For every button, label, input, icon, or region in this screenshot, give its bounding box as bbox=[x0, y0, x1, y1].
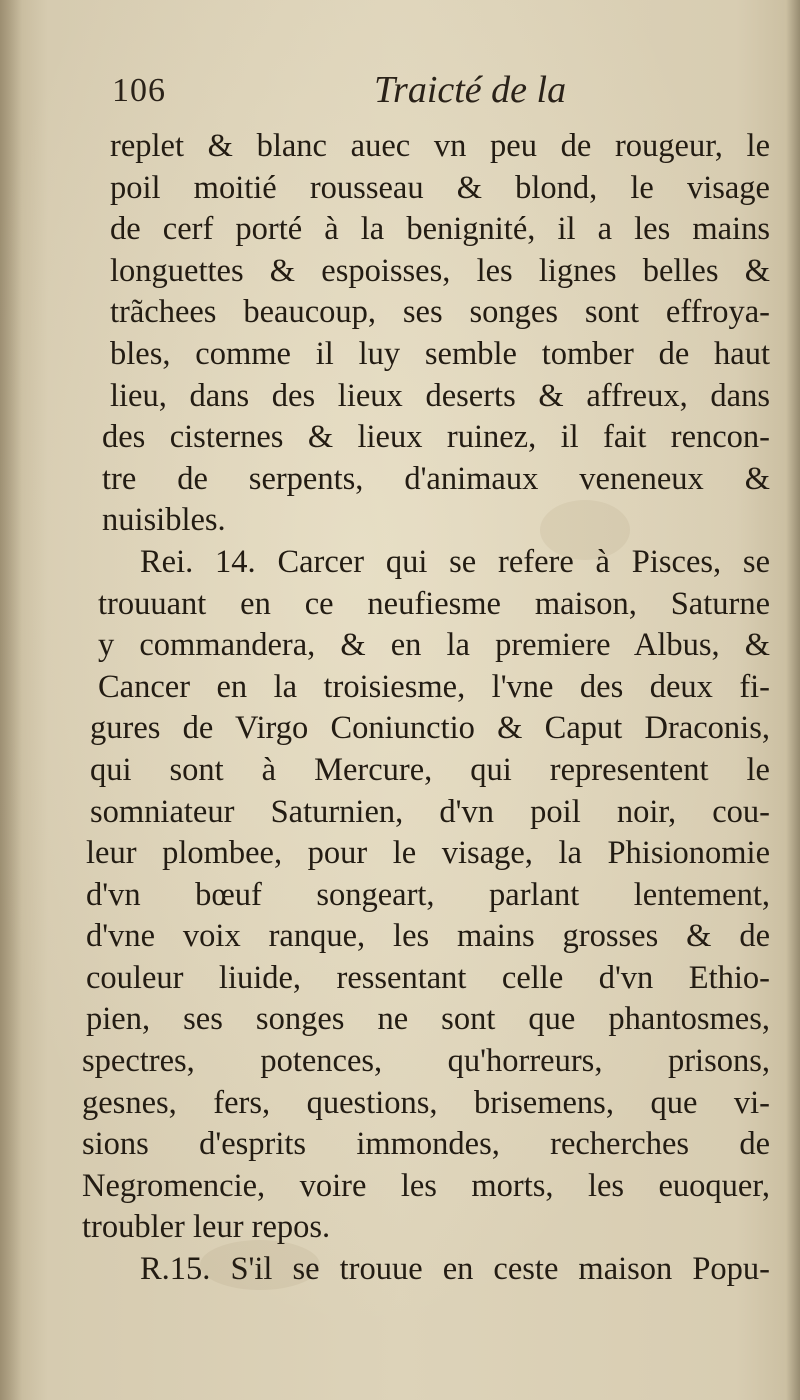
text-line: gures de Virgo Coniunctio & Caput Draconis, bbox=[90, 710, 770, 747]
text-line: troubler leur repos. bbox=[82, 1209, 331, 1246]
text-line: de cerf porté à la benignité, il a les mains bbox=[110, 211, 770, 248]
gutter-shadow bbox=[0, 0, 22, 1400]
text-line: leur plombee, pour le visage, la Phisionomie bbox=[86, 835, 770, 872]
text-line: Cancer en la troisiesme, l'vne des deux fi- bbox=[98, 668, 770, 705]
text-line: d'vne voix ranque, les mains grosses & de bbox=[86, 918, 770, 955]
page-edge-shadow bbox=[786, 0, 800, 1400]
text-line: d'vn bœuf songeart, parlant lentement, bbox=[86, 876, 770, 913]
text-line: couleur liuide, ressentant celle d'vn Ethio- bbox=[86, 959, 770, 996]
text-line: nuisibles. bbox=[102, 502, 226, 539]
body-text bbox=[80, 126, 770, 1291]
text-line: qui sont à Mercure, qui representent le bbox=[90, 751, 770, 788]
text-line: y commandera, & en la premiere Albus, & bbox=[98, 627, 770, 664]
text-line: Negromencie, voire les morts, les euoquer, bbox=[82, 1167, 770, 1204]
page-number: 106 bbox=[112, 72, 166, 109]
paragraph-start: Rei. 14. Carcer qui se refere à Pisces, se bbox=[140, 543, 770, 580]
text-line: gesnes, fers, questions, brisemens, que vi- bbox=[82, 1084, 770, 1121]
running-head: Traicté de la bbox=[374, 69, 567, 111]
page-header bbox=[112, 68, 672, 118]
text-line: spectres, potences, qu'horreurs, prisons, bbox=[82, 1043, 770, 1080]
text-line: poil moitié rousseau & blond, le visage bbox=[110, 169, 770, 206]
text-line: lieu, dans des lieux deserts & affreux, dans bbox=[110, 377, 770, 414]
text-line: somniateur Saturnien, d'vn poil noir, cou- bbox=[90, 793, 770, 830]
text-line: des cisternes & lieux ruinez, il fait rencon- bbox=[102, 419, 770, 456]
text-line: bles, comme il luy semble tomber de haut bbox=[110, 335, 770, 372]
text-line: trouuant en ce neufiesme maison, Saturne bbox=[98, 585, 770, 622]
text-line: replet & blanc auec vn peu de rougeur, le bbox=[110, 128, 770, 164]
text-line: longuettes & espoisses, les lignes belles & bbox=[110, 252, 770, 289]
text-line: pien, ses songes ne sont que phantosmes, bbox=[86, 1001, 770, 1038]
text-line: sions d'esprits immondes, recherches de bbox=[82, 1126, 770, 1163]
paragraph-start: R.15. S'il se trouue en ceste maison Popu- bbox=[140, 1251, 770, 1288]
text-line: trãchees beaucoup, ses songes sont effroya- bbox=[110, 294, 770, 331]
text-line: tre de serpents, d'animaux veneneux & bbox=[102, 460, 770, 497]
